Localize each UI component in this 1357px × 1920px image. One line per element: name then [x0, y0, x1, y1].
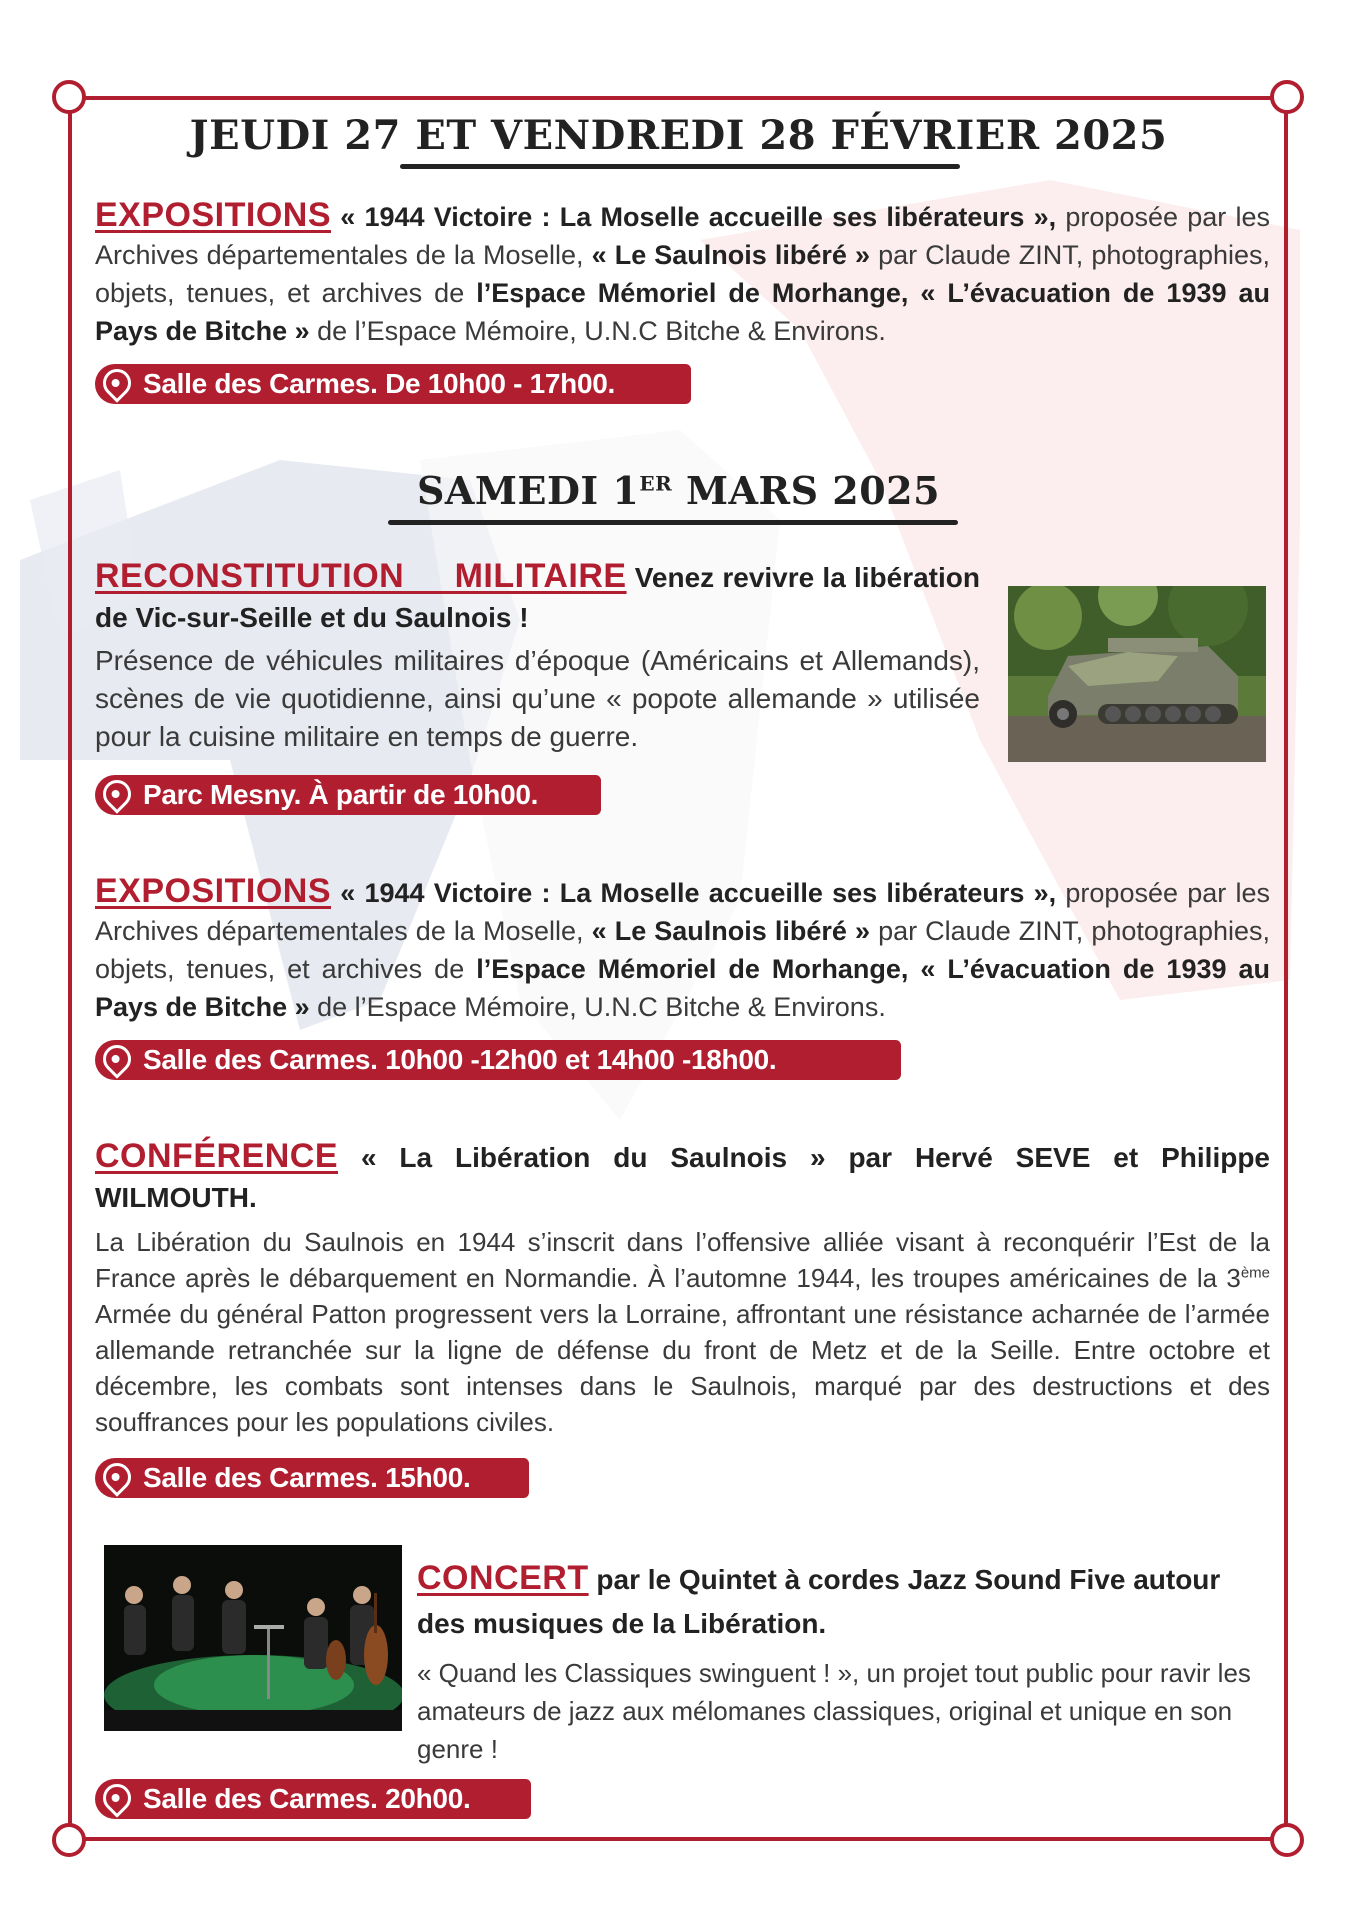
- conference-text: La Libération du Saulnois en 1944 s’inscrit dans l’offensive alliée visant à reconquérir l’Est de la France après le débarquement en Normandie. À l’automne 1944, les troupes américaines de la 3ème Armée du général Patton progressent vers la Lorraine, affrontant une résistance acharnée de l’armée allemande retranchée sur la ligne de défense du front de Metz et de la Seille. Entre octobre et décembre, les combats sont intenses dans le Saulnois, marqué par des destructions et des souffrances pour les populations civiles.: [95, 1227, 1270, 1437]
- frame-corner: [52, 80, 86, 114]
- title-underline: [400, 164, 960, 169]
- map-pin-icon: [97, 774, 137, 814]
- location-text: Salle des Carmes. 10h00 -12h00 et 14h00 -18h00.: [143, 1044, 777, 1075]
- military-vehicle-photo: [1008, 586, 1266, 762]
- reconstitution-text: Présence de véhicules militaires d’époque (Américains et Allemands), scènes de vie quotidienne, ainsi qu’une « popote allemande » utilisée pour la cuisine militaire en temps de guerre.: [95, 645, 980, 752]
- day1-title: JEUDI 27 ET VENDREDI 28 FÉVRIER 2025: [189, 112, 1168, 159]
- expo-keyword: EXPOSITIONS: [95, 872, 331, 910]
- expo-text: par Claude ZINT, photographies, objets, tenues, et archives de: [95, 240, 1270, 308]
- expo-text: proposée par les Archives départementales de la Moselle,: [95, 878, 1270, 946]
- concert-photo: [104, 1545, 402, 1731]
- expo-title: « Le Saulnois libéré »: [591, 240, 870, 270]
- conference-subtitle: « La Libération du Saulnois » par Hervé SEVE et Philippe WILMOUTH.: [95, 1142, 1270, 1213]
- reconstitution-keyword: RECONSTITUTION MILITAIRE: [95, 557, 627, 595]
- location-badge: [95, 775, 601, 815]
- location-text: Salle des Carmes. 15h00.: [143, 1462, 471, 1493]
- expo-title: « 1944 Victoire : La Moselle accueille ses libérateurs »,: [331, 878, 1066, 908]
- location-badge: [95, 1040, 901, 1080]
- location-text: Parc Mesny. À partir de 10h00.: [143, 779, 539, 810]
- map-pin-icon: [97, 1778, 137, 1818]
- reconstitution-subtitle: Venez revivre la libération de Vic-sur-Seille et du Saulnois !: [95, 562, 980, 633]
- frame-corner: [52, 1823, 86, 1857]
- concert-block: [417, 1556, 1270, 1768]
- frame-corner: [1270, 80, 1304, 114]
- expo-text: proposée par les Archives départementales de la Moselle,: [95, 202, 1270, 270]
- concert-keyword: CONCERT: [417, 1559, 589, 1597]
- frame-corner: [1270, 1823, 1304, 1857]
- expo-title: « Le Saulnois libéré »: [591, 916, 870, 946]
- day2-expo-block: [95, 872, 1270, 1026]
- concert-subtitle: par le Quintet à cordes Jazz Sound Five autour des musiques de la Libération.: [417, 1564, 1221, 1639]
- location-badge: [95, 1458, 529, 1498]
- day2-title: SAMEDI 1ER MARS 2025: [416, 468, 941, 513]
- expo-keyword: EXPOSITIONS: [95, 196, 331, 234]
- expo-text: de l’Espace Mémoire, U.N.C Bitche & Environs.: [309, 992, 886, 1022]
- reconstitution-block: [95, 556, 980, 756]
- location-badge: [95, 364, 691, 404]
- expo-title: l’Espace Mémoriel de Morhange, « L’évacuation de 1939 au Pays de Bitche »: [95, 278, 1270, 346]
- expo-text: de l’Espace Mémoire, U.N.C Bitche & Environs.: [309, 316, 886, 346]
- expo-title: « 1944 Victoire : La Moselle accueille ses libérateurs »,: [331, 202, 1066, 232]
- conference-keyword: CONFÉRENCE: [95, 1137, 339, 1175]
- conference-block: [95, 1136, 1270, 1440]
- concert-text: « Quand les Classiques swinguent ! », un projet tout public pour ravir les amateurs de jazz aux mélomanes classiques, original et unique en son genre !: [417, 1658, 1251, 1764]
- day1-expo-block: [95, 196, 1270, 350]
- expo-title: l’Espace Mémoriel de Morhange, « L’évacuation de 1939 au Pays de Bitche »: [95, 954, 1270, 1022]
- location-text: Salle des Carmes. 20h00.: [143, 1783, 471, 1814]
- location-text: Salle des Carmes. De 10h00 - 17h00.: [143, 368, 615, 399]
- expo-text: par Claude ZINT, photographies, objets, tenues, et archives de: [95, 916, 1270, 984]
- map-pin-icon: [97, 1039, 137, 1079]
- map-pin-icon: [97, 363, 137, 403]
- location-badge: [95, 1779, 531, 1819]
- title-underline: [388, 520, 958, 525]
- map-pin-icon: [97, 1457, 137, 1497]
